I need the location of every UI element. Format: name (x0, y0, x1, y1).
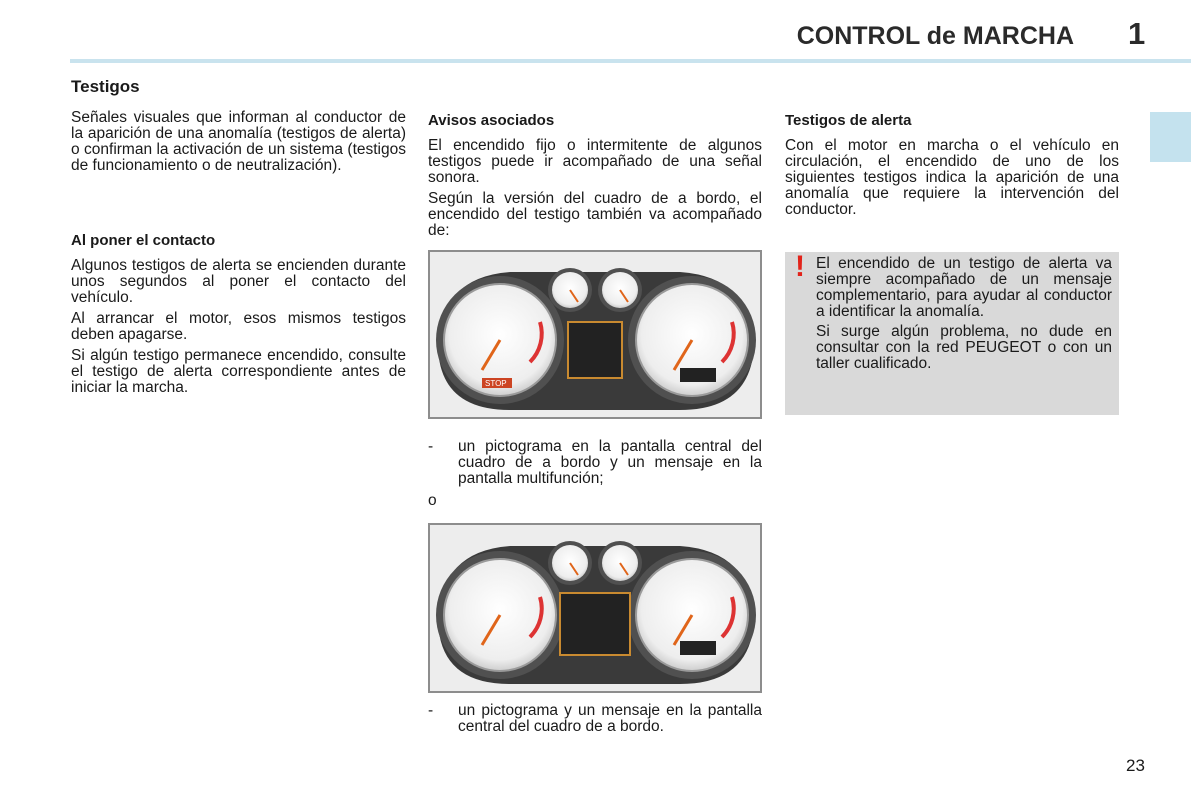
subheading-testigos-alerta: Testigos de alerta (785, 112, 912, 129)
subheading-avisos: Avisos asociados (428, 112, 555, 129)
page-number: 23 (1126, 756, 1145, 775)
paragraph: Algunos testigos de alerta se encienden durante unos segundos al poner el contacto del vehículo. (71, 257, 406, 306)
instrument-cluster-image (430, 252, 760, 417)
bullet-item (428, 439, 762, 487)
svg-text:STOP: STOP (485, 379, 507, 388)
paragraph: Con el motor en marcha o el vehículo en circulación, el encendido de uno de los siguientes testigos indica la aparición de una anomalía que requiere la intervención del conductor. (785, 137, 1119, 218)
column-3 (785, 112, 1119, 218)
bullet-dash: - (428, 702, 434, 719)
warning-note-text (816, 256, 1112, 372)
column-1 (71, 110, 406, 396)
note-paragraph: Si surge algún problema, no dude en consultar con la red PEUGEOT o con un taller cualificado. (816, 323, 1112, 372)
bullet-text: un pictograma y un mensaje en la pantalla central del cuadro de a bordo. (458, 702, 762, 735)
note-paragraph: El encendido de un testigo de alerta va siempre acompañado de un mensaje complementario, para ayudar al conductor a identificar la anomalía. (816, 255, 1112, 320)
paragraph: Según la versión del cuadro de a bordo, el encendido del testigo también va acompañado de: (428, 190, 762, 239)
header-rule (70, 59, 1191, 63)
paragraph: Al arrancar el motor, esos mismos testigos deben apagarse. (71, 310, 406, 343)
or-text: o (428, 492, 437, 509)
subheading-contacto: Al poner el contacto (71, 232, 216, 249)
instrument-cluster-figure-2 (428, 523, 762, 693)
exclamation-icon: ! (795, 250, 805, 283)
section-title: Testigos (71, 77, 140, 96)
column-2 (428, 112, 762, 239)
instrument-cluster-figure-1 (428, 250, 762, 419)
chapter-tab (1150, 112, 1191, 162)
paragraph: El encendido fijo o intermitente de algunos testigos puede ir acompañado de una señal sonora. (428, 137, 762, 186)
chapter-number: 1 (1128, 16, 1146, 51)
intro-paragraph: Señales visuales que informan al conductor de la aparición de una anomalía (testigos de alerta) o confirman la activación de un sistema (testigos de funcionamiento o de neutralización). (71, 109, 406, 174)
bullet-item (428, 703, 762, 735)
paragraph: Si algún testigo permanece encendido, consulte el testigo de alerta correspondiente antes de iniciar la marcha. (71, 347, 406, 396)
bullet-dash: - (428, 438, 434, 455)
bullet-text: un pictograma en la pantalla central del cuadro de a bordo y un mensaje en la pantalla multifunción; (458, 438, 762, 487)
instrument-cluster-image (430, 525, 760, 691)
chapter-title: CONTROL de MARCHA (796, 22, 1074, 50)
